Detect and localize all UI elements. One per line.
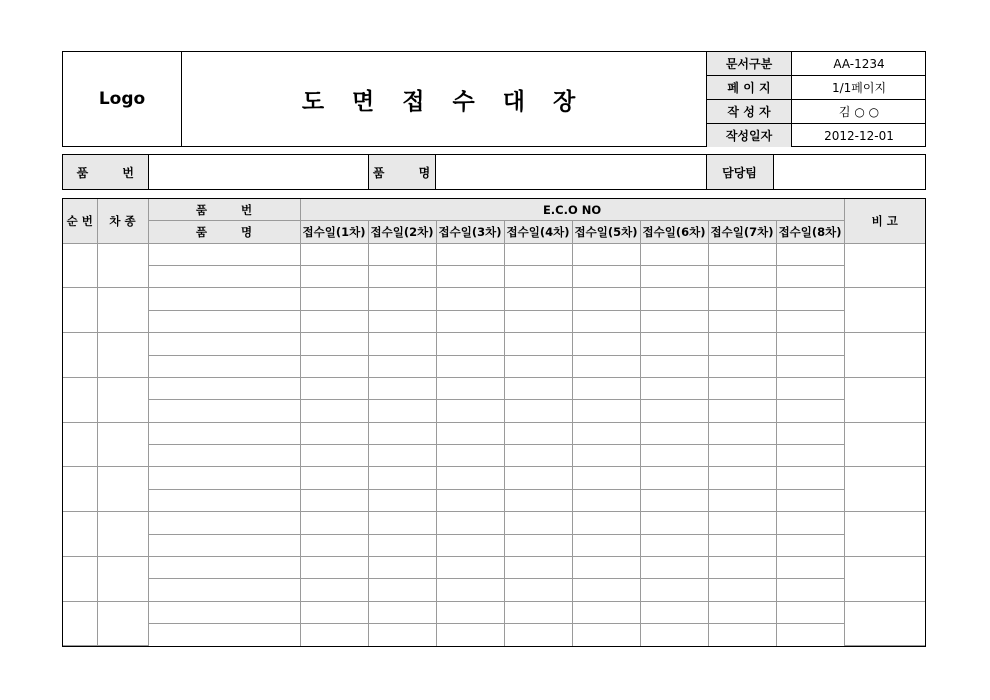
cell-seq[interactable] xyxy=(63,601,97,645)
cell-receipt-4[interactable] xyxy=(504,579,572,601)
cell-seq[interactable] xyxy=(63,243,97,288)
cell-receipt-2[interactable] xyxy=(368,333,436,355)
cell-receipt-6[interactable] xyxy=(640,624,708,646)
cell-receipt-4[interactable] xyxy=(504,333,572,355)
cell-receipt-1[interactable] xyxy=(300,400,368,422)
cell-receipt-7[interactable] xyxy=(708,556,776,578)
cell-receipt-6[interactable] xyxy=(640,377,708,399)
cell-part-name[interactable] xyxy=(148,534,300,556)
cell-receipt-7[interactable] xyxy=(708,534,776,556)
cell-receipt-8[interactable] xyxy=(776,288,844,310)
header-eco-no: E.C.O NO xyxy=(300,199,844,221)
cell-receipt-4[interactable] xyxy=(504,512,572,534)
cell-receipt-1[interactable] xyxy=(300,579,368,601)
cell-part-number[interactable] xyxy=(148,601,300,623)
cell-receipt-2[interactable] xyxy=(368,400,436,422)
part-name-label: 품 명 xyxy=(368,155,435,189)
cell-receipt-6[interactable] xyxy=(640,489,708,511)
cell-receipt-3[interactable] xyxy=(436,467,504,489)
cell-receipt-2[interactable] xyxy=(368,467,436,489)
cell-receipt-7[interactable] xyxy=(708,489,776,511)
cell-seq[interactable] xyxy=(63,377,97,422)
cell-receipt-1[interactable] xyxy=(300,467,368,489)
cell-receipt-6[interactable] xyxy=(640,512,708,534)
cell-receipt-5[interactable] xyxy=(572,489,640,511)
info-label-author: 작 성 자 xyxy=(707,100,792,124)
cell-receipt-1[interactable] xyxy=(300,601,368,623)
cell-receipt-3[interactable] xyxy=(436,422,504,444)
header-receipt-2: 접수일(2차) xyxy=(368,221,436,243)
cell-receipt-7[interactable] xyxy=(708,266,776,288)
cell-receipt-4[interactable] xyxy=(504,243,572,265)
cell-receipt-3[interactable] xyxy=(436,601,504,623)
cell-receipt-2[interactable] xyxy=(368,377,436,399)
cell-receipt-8[interactable] xyxy=(776,377,844,399)
table-row xyxy=(63,355,925,377)
cell-model[interactable] xyxy=(97,243,148,288)
table-row xyxy=(63,534,925,556)
cell-receipt-8[interactable] xyxy=(776,534,844,556)
cell-receipt-3[interactable] xyxy=(436,310,504,332)
cell-receipt-5[interactable] xyxy=(572,467,640,489)
cell-receipt-7[interactable] xyxy=(708,512,776,534)
cell-receipt-6[interactable] xyxy=(640,467,708,489)
cell-part-number[interactable] xyxy=(148,377,300,399)
cell-receipt-2[interactable] xyxy=(368,579,436,601)
cell-seq[interactable] xyxy=(63,556,97,601)
header-part-name: 품 명 xyxy=(148,221,300,243)
cell-receipt-1[interactable] xyxy=(300,489,368,511)
cell-remarks[interactable] xyxy=(844,422,925,467)
cell-receipt-5[interactable] xyxy=(572,333,640,355)
table-header-row-2 xyxy=(63,221,925,243)
cell-receipt-4[interactable] xyxy=(504,601,572,623)
part-number-label: 품 번 xyxy=(63,155,148,189)
cell-seq[interactable] xyxy=(63,333,97,378)
cell-receipt-1[interactable] xyxy=(300,288,368,310)
info-value-doc-type[interactable]: AA-1234 xyxy=(833,56,885,71)
cell-receipt-4[interactable] xyxy=(504,377,572,399)
cell-model[interactable] xyxy=(97,467,148,512)
table-row xyxy=(63,422,925,444)
document-info-table xyxy=(706,52,926,146)
table-row xyxy=(63,377,925,399)
cell-seq[interactable] xyxy=(63,422,97,467)
cell-receipt-7[interactable] xyxy=(708,288,776,310)
cell-part-number[interactable] xyxy=(148,333,300,355)
table-row xyxy=(63,400,925,422)
cell-remarks[interactable] xyxy=(844,601,925,645)
info-value-date[interactable]: 2012-12-01 xyxy=(792,124,927,148)
document-title: 도 면 접 수 대 장 xyxy=(301,88,586,115)
cell-receipt-2[interactable] xyxy=(368,601,436,623)
table-row xyxy=(63,445,925,467)
info-row-author xyxy=(707,100,926,124)
cell-receipt-8[interactable] xyxy=(776,355,844,377)
cell-receipt-7[interactable] xyxy=(708,333,776,355)
cell-receipt-1[interactable] xyxy=(300,310,368,332)
cell-receipt-4[interactable] xyxy=(504,266,572,288)
info-row-date xyxy=(707,124,926,148)
cell-receipt-2[interactable] xyxy=(368,288,436,310)
cell-receipt-8[interactable] xyxy=(776,601,844,623)
cell-part-name[interactable] xyxy=(148,400,300,422)
cell-receipt-2[interactable] xyxy=(368,310,436,332)
cell-receipt-7[interactable] xyxy=(708,355,776,377)
info-row-doc-type xyxy=(707,52,926,76)
cell-receipt-8[interactable] xyxy=(776,579,844,601)
register-table xyxy=(62,198,926,647)
cell-receipt-5[interactable] xyxy=(572,512,640,534)
cell-receipt-5[interactable] xyxy=(572,601,640,623)
cell-remarks[interactable] xyxy=(844,243,925,288)
cell-receipt-2[interactable] xyxy=(368,355,436,377)
cell-receipt-1[interactable] xyxy=(300,556,368,578)
part-name-field[interactable] xyxy=(435,155,706,189)
cell-receipt-5[interactable] xyxy=(572,266,640,288)
cell-receipt-6[interactable] xyxy=(640,288,708,310)
cell-receipt-6[interactable] xyxy=(640,556,708,578)
cell-receipt-2[interactable] xyxy=(368,624,436,646)
cell-part-name[interactable] xyxy=(148,445,300,467)
header-receipt-1: 접수일(1차) xyxy=(300,221,368,243)
cell-receipt-3[interactable] xyxy=(436,355,504,377)
info-row-page xyxy=(707,76,926,100)
cell-receipt-3[interactable] xyxy=(436,512,504,534)
cell-receipt-5[interactable] xyxy=(572,355,640,377)
cell-model[interactable] xyxy=(97,288,148,333)
table-row xyxy=(63,310,925,332)
cell-receipt-8[interactable] xyxy=(776,624,844,646)
header-remarks: 비 고 xyxy=(844,199,925,243)
cell-receipt-6[interactable] xyxy=(640,445,708,467)
cell-receipt-2[interactable] xyxy=(368,243,436,265)
table-row xyxy=(63,266,925,288)
header-seq: 순 번 xyxy=(63,199,97,243)
header-receipt-4: 접수일(4차) xyxy=(504,221,572,243)
cell-part-number[interactable] xyxy=(148,422,300,444)
cell-receipt-3[interactable] xyxy=(436,377,504,399)
cell-model[interactable] xyxy=(97,601,148,645)
cell-remarks[interactable] xyxy=(844,467,925,512)
cell-receipt-4[interactable] xyxy=(504,445,572,467)
cell-receipt-2[interactable] xyxy=(368,422,436,444)
cell-receipt-8[interactable] xyxy=(776,556,844,578)
cell-receipt-5[interactable] xyxy=(572,624,640,646)
table-row xyxy=(63,467,925,489)
cell-receipt-8[interactable] xyxy=(776,400,844,422)
cell-receipt-3[interactable] xyxy=(436,243,504,265)
table-row xyxy=(63,489,925,511)
table-row xyxy=(63,243,925,265)
cell-receipt-8[interactable] xyxy=(776,243,844,265)
cell-receipt-1[interactable] xyxy=(300,512,368,534)
cell-receipt-1[interactable] xyxy=(300,333,368,355)
header-receipt-3: 접수일(3차) xyxy=(436,221,504,243)
cell-receipt-7[interactable] xyxy=(708,624,776,646)
cell-model[interactable] xyxy=(97,333,148,378)
cell-seq[interactable] xyxy=(63,467,97,512)
cell-receipt-1[interactable] xyxy=(300,624,368,646)
cell-receipt-4[interactable] xyxy=(504,467,572,489)
header-receipt-7: 접수일(7차) xyxy=(708,221,776,243)
cell-receipt-2[interactable] xyxy=(368,266,436,288)
cell-receipt-8[interactable] xyxy=(776,333,844,355)
cell-receipt-7[interactable] xyxy=(708,579,776,601)
cell-receipt-4[interactable] xyxy=(504,422,572,444)
table-header-row-1 xyxy=(63,199,925,221)
cell-receipt-8[interactable] xyxy=(776,310,844,332)
cell-receipt-3[interactable] xyxy=(436,266,504,288)
header-part-number: 품 번 xyxy=(148,199,300,221)
cell-receipt-3[interactable] xyxy=(436,333,504,355)
cell-remarks[interactable] xyxy=(844,333,925,378)
cell-receipt-4[interactable] xyxy=(504,489,572,511)
cell-seq[interactable] xyxy=(63,512,97,557)
cell-receipt-3[interactable] xyxy=(436,489,504,511)
cell-receipt-4[interactable] xyxy=(504,288,572,310)
cell-remarks[interactable] xyxy=(844,556,925,601)
table-row xyxy=(63,288,925,310)
cell-receipt-7[interactable] xyxy=(708,243,776,265)
cell-part-number[interactable] xyxy=(148,512,300,534)
table-row xyxy=(63,333,925,355)
cell-receipt-4[interactable] xyxy=(504,624,572,646)
cell-receipt-4[interactable] xyxy=(504,310,572,332)
cell-receipt-7[interactable] xyxy=(708,445,776,467)
part-info-bar xyxy=(62,154,926,190)
cell-receipt-1[interactable] xyxy=(300,422,368,444)
cell-remarks[interactable] xyxy=(844,512,925,557)
cell-receipt-3[interactable] xyxy=(436,400,504,422)
cell-part-name[interactable] xyxy=(148,266,300,288)
cell-receipt-8[interactable] xyxy=(776,422,844,444)
cell-receipt-1[interactable] xyxy=(300,355,368,377)
cell-receipt-3[interactable] xyxy=(436,445,504,467)
info-label-doc-type: 문서구분 xyxy=(707,52,792,76)
cell-receipt-7[interactable] xyxy=(708,467,776,489)
cell-receipt-1[interactable] xyxy=(300,377,368,399)
cell-part-name[interactable] xyxy=(148,489,300,511)
cell-receipt-5[interactable] xyxy=(572,310,640,332)
cell-receipt-4[interactable] xyxy=(504,355,572,377)
cell-part-number[interactable] xyxy=(148,556,300,578)
cell-part-name[interactable] xyxy=(148,579,300,601)
cell-receipt-5[interactable] xyxy=(572,534,640,556)
cell-part-name[interactable] xyxy=(148,310,300,332)
cell-receipt-5[interactable] xyxy=(572,556,640,578)
cell-receipt-1[interactable] xyxy=(300,243,368,265)
header-model: 차 종 xyxy=(97,199,148,243)
cell-receipt-8[interactable] xyxy=(776,512,844,534)
cell-receipt-3[interactable] xyxy=(436,579,504,601)
cell-receipt-8[interactable] xyxy=(776,489,844,511)
header-receipt-8: 접수일(8차) xyxy=(776,221,844,243)
cell-receipt-6[interactable] xyxy=(640,579,708,601)
header-receipt-5: 접수일(5차) xyxy=(572,221,640,243)
document-header xyxy=(62,51,926,147)
cell-model[interactable] xyxy=(97,422,148,467)
cell-receipt-6[interactable] xyxy=(640,601,708,623)
cell-receipt-7[interactable] xyxy=(708,310,776,332)
cell-remarks[interactable] xyxy=(844,288,925,333)
cell-receipt-5[interactable] xyxy=(572,445,640,467)
table-row xyxy=(63,512,925,534)
cell-receipt-3[interactable] xyxy=(436,556,504,578)
info-value-author[interactable]: 김 ○ ○ xyxy=(792,100,927,124)
cell-receipt-1[interactable] xyxy=(300,534,368,556)
cell-receipt-1[interactable] xyxy=(300,445,368,467)
cell-part-name[interactable] xyxy=(148,624,300,646)
cell-receipt-6[interactable] xyxy=(640,534,708,556)
cell-receipt-4[interactable] xyxy=(504,556,572,578)
table-row xyxy=(63,579,925,601)
cell-receipt-7[interactable] xyxy=(708,400,776,422)
cell-receipt-2[interactable] xyxy=(368,534,436,556)
table-row xyxy=(63,601,925,623)
cell-receipt-8[interactable] xyxy=(776,445,844,467)
cell-receipt-3[interactable] xyxy=(436,534,504,556)
cell-receipt-6[interactable] xyxy=(640,333,708,355)
cell-receipt-2[interactable] xyxy=(368,512,436,534)
info-label-date: 작성일자 xyxy=(707,124,792,148)
cell-receipt-7[interactable] xyxy=(708,601,776,623)
cell-receipt-2[interactable] xyxy=(368,556,436,578)
cell-part-number[interactable] xyxy=(148,243,300,265)
cell-receipt-5[interactable] xyxy=(572,579,640,601)
cell-receipt-5[interactable] xyxy=(572,400,640,422)
cell-receipt-2[interactable] xyxy=(368,489,436,511)
cell-receipt-8[interactable] xyxy=(776,467,844,489)
cell-receipt-4[interactable] xyxy=(504,534,572,556)
part-number-field[interactable] xyxy=(148,155,368,189)
cell-receipt-5[interactable] xyxy=(572,377,640,399)
cell-part-number[interactable] xyxy=(148,288,300,310)
team-field[interactable] xyxy=(773,155,925,189)
cell-part-number[interactable] xyxy=(148,467,300,489)
cell-receipt-6[interactable] xyxy=(640,310,708,332)
table-row xyxy=(63,624,925,646)
cell-model[interactable] xyxy=(97,556,148,601)
cell-receipt-7[interactable] xyxy=(708,422,776,444)
cell-receipt-6[interactable] xyxy=(640,400,708,422)
cell-receipt-5[interactable] xyxy=(572,288,640,310)
cell-receipt-3[interactable] xyxy=(436,624,504,646)
info-label-page: 페 이 지 xyxy=(707,76,792,100)
cell-model[interactable] xyxy=(97,377,148,422)
header-receipt-6: 접수일(6차) xyxy=(640,221,708,243)
cell-receipt-5[interactable] xyxy=(572,422,640,444)
cell-receipt-2[interactable] xyxy=(368,445,436,467)
info-value-page[interactable]: 1/1페이지 xyxy=(792,76,927,100)
cell-receipt-4[interactable] xyxy=(504,400,572,422)
cell-seq[interactable] xyxy=(63,288,97,333)
cell-receipt-8[interactable] xyxy=(776,266,844,288)
cell-part-name[interactable] xyxy=(148,355,300,377)
team-label: 담당팀 xyxy=(706,155,773,189)
cell-receipt-1[interactable] xyxy=(300,266,368,288)
cell-receipt-6[interactable] xyxy=(640,243,708,265)
cell-receipt-5[interactable] xyxy=(572,243,640,265)
cell-receipt-3[interactable] xyxy=(436,288,504,310)
cell-receipt-6[interactable] xyxy=(640,355,708,377)
cell-model[interactable] xyxy=(97,512,148,557)
cell-receipt-7[interactable] xyxy=(708,377,776,399)
logo: Logo xyxy=(63,52,182,146)
cell-receipt-6[interactable] xyxy=(640,266,708,288)
cell-remarks[interactable] xyxy=(844,377,925,422)
cell-receipt-6[interactable] xyxy=(640,422,708,444)
table-row xyxy=(63,556,925,578)
